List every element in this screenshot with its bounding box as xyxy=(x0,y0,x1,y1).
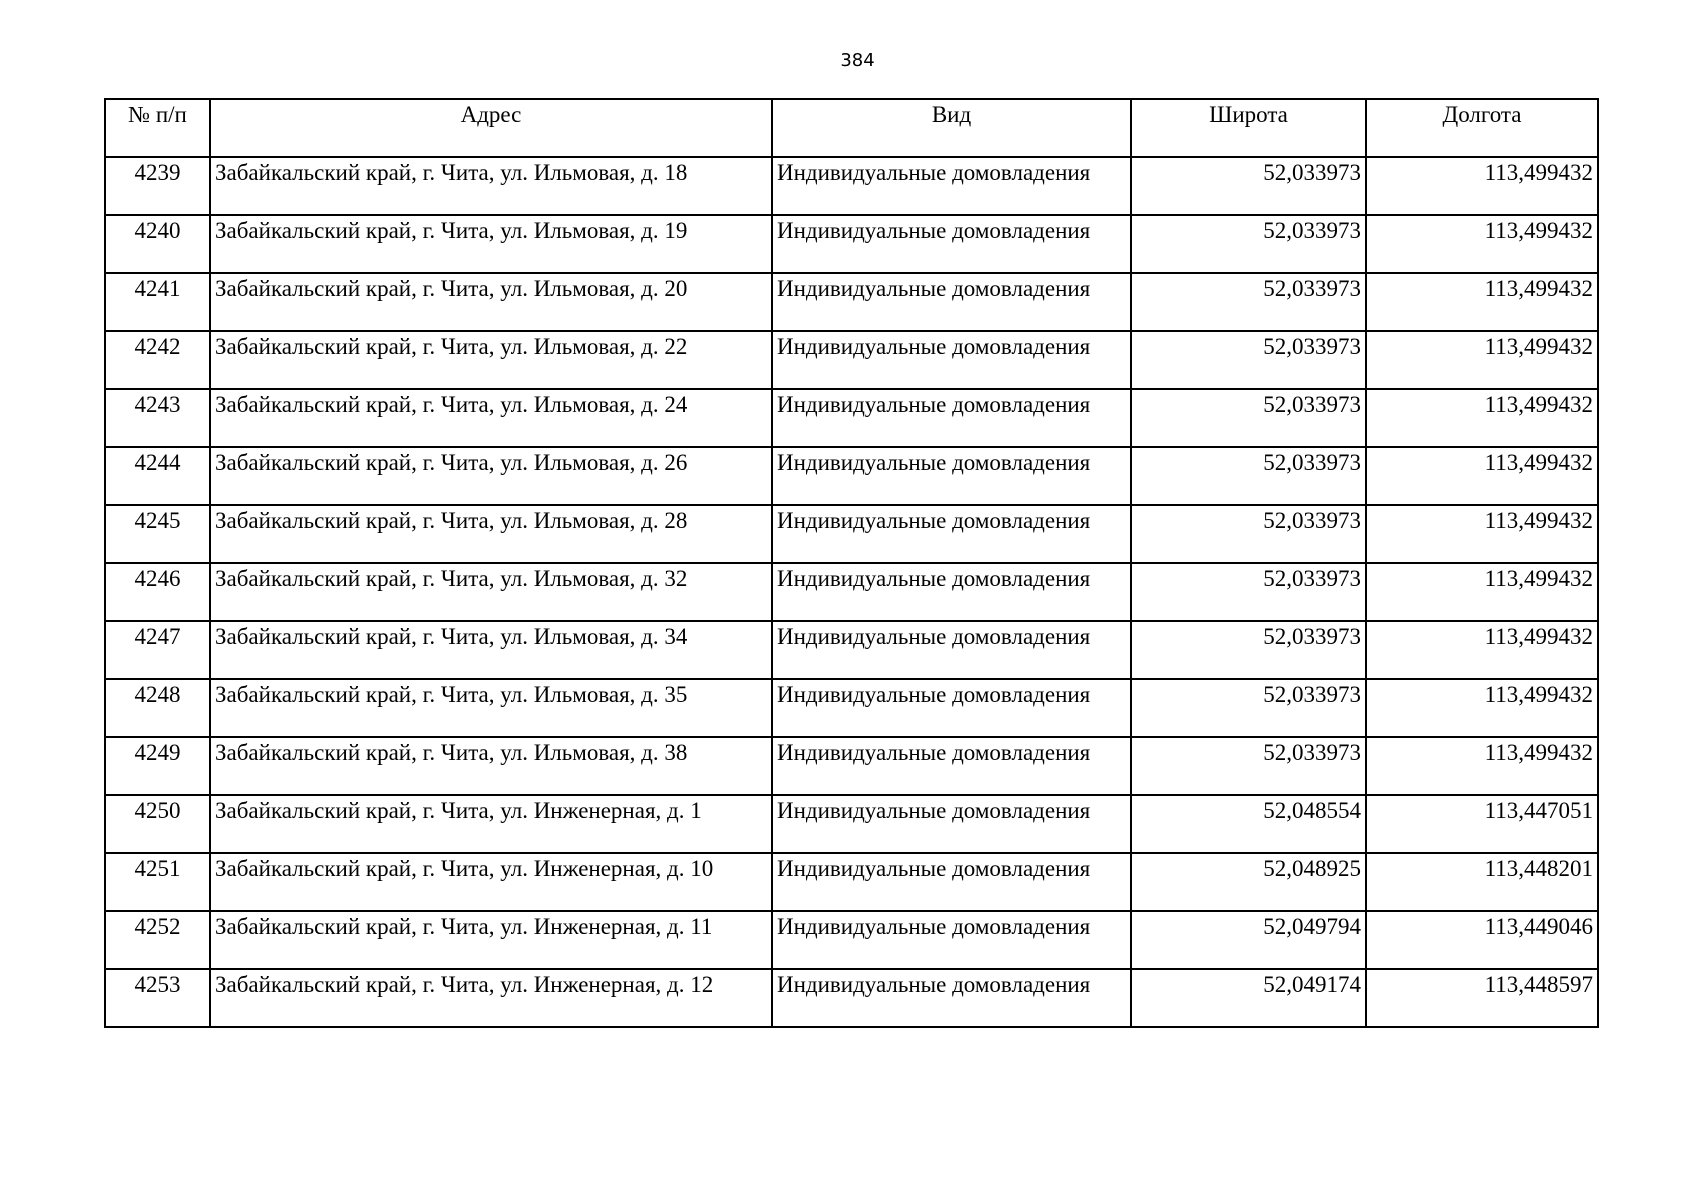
cell-latitude: 52,048925 xyxy=(1131,853,1366,911)
cell-longitude: 113,499432 xyxy=(1366,389,1598,447)
cell-longitude: 113,499432 xyxy=(1366,215,1598,273)
cell-latitude: 52,033973 xyxy=(1131,447,1366,505)
cell-longitude: 113,499432 xyxy=(1366,331,1598,389)
cell-longitude: 113,499432 xyxy=(1366,563,1598,621)
cell-longitude: 113,499432 xyxy=(1366,157,1598,215)
table-row xyxy=(105,563,1598,621)
cell-latitude: 52,048554 xyxy=(1131,795,1366,853)
cell-number: 4241 xyxy=(105,273,210,331)
cell-longitude: 113,447051 xyxy=(1366,795,1598,853)
cell-kind: Индивидуальные домовладения xyxy=(772,969,1131,1027)
cell-latitude: 52,033973 xyxy=(1131,563,1366,621)
cell-longitude: 113,499432 xyxy=(1366,505,1598,563)
cell-number: 4250 xyxy=(105,795,210,853)
cell-kind: Индивидуальные домовладения xyxy=(772,737,1131,795)
cell-address: Забайкальский край, г. Чита, ул. Ильмовая, д. 24 xyxy=(210,389,772,447)
header-address: Адрес xyxy=(210,99,772,157)
cell-number: 4245 xyxy=(105,505,210,563)
cell-kind: Индивидуальные домовладения xyxy=(772,853,1131,911)
table-row xyxy=(105,273,1598,331)
cell-longitude: 113,499432 xyxy=(1366,679,1598,737)
cell-latitude: 52,033973 xyxy=(1131,157,1366,215)
cell-address: Забайкальский край, г. Чита, ул. Инженерная, д. 1 xyxy=(210,795,772,853)
cell-latitude: 52,049794 xyxy=(1131,911,1366,969)
cell-latitude: 52,033973 xyxy=(1131,389,1366,447)
cell-kind: Индивидуальные домовладения xyxy=(772,505,1131,563)
cell-latitude: 52,033973 xyxy=(1131,505,1366,563)
cell-address: Забайкальский край, г. Чита, ул. Инженерная, д. 10 xyxy=(210,853,772,911)
table-row xyxy=(105,157,1598,215)
table-row xyxy=(105,331,1598,389)
table-row xyxy=(105,969,1598,1027)
cell-address: Забайкальский край, г. Чита, ул. Ильмовая, д. 32 xyxy=(210,563,772,621)
table-row xyxy=(105,215,1598,273)
cell-number: 4251 xyxy=(105,853,210,911)
cell-address: Забайкальский край, г. Чита, ул. Ильмовая, д. 28 xyxy=(210,505,772,563)
cell-longitude: 113,499432 xyxy=(1366,447,1598,505)
table-row xyxy=(105,795,1598,853)
cell-latitude: 52,033973 xyxy=(1131,273,1366,331)
header-latitude: Широта xyxy=(1131,99,1366,157)
cell-latitude: 52,033973 xyxy=(1131,331,1366,389)
cell-address: Забайкальский край, г. Чита, ул. Ильмовая, д. 19 xyxy=(210,215,772,273)
cell-number: 4239 xyxy=(105,157,210,215)
cell-number: 4244 xyxy=(105,447,210,505)
cell-number: 4246 xyxy=(105,563,210,621)
cell-address: Забайкальский край, г. Чита, ул. Ильмовая, д. 34 xyxy=(210,621,772,679)
cell-longitude: 113,449046 xyxy=(1366,911,1598,969)
cell-kind: Индивидуальные домовладения xyxy=(772,911,1131,969)
cell-kind: Индивидуальные домовладения xyxy=(772,621,1131,679)
cell-longitude: 113,499432 xyxy=(1366,621,1598,679)
cell-number: 4243 xyxy=(105,389,210,447)
cell-kind: Индивидуальные домовладения xyxy=(772,795,1131,853)
cell-address: Забайкальский край, г. Чита, ул. Инженерная, д. 11 xyxy=(210,911,772,969)
cell-longitude: 113,499432 xyxy=(1366,737,1598,795)
header-number: № п/п xyxy=(105,99,210,157)
cell-address: Забайкальский край, г. Чита, ул. Ильмовая, д. 35 xyxy=(210,679,772,737)
cell-longitude: 113,448201 xyxy=(1366,853,1598,911)
table-row xyxy=(105,737,1598,795)
table-row xyxy=(105,679,1598,737)
address-table xyxy=(104,98,1599,1028)
cell-kind: Индивидуальные домовладения xyxy=(772,215,1131,273)
cell-address: Забайкальский край, г. Чита, ул. Ильмовая, д. 18 xyxy=(210,157,772,215)
table-body xyxy=(105,157,1598,1027)
cell-latitude: 52,049174 xyxy=(1131,969,1366,1027)
cell-number: 4249 xyxy=(105,737,210,795)
cell-longitude: 113,499432 xyxy=(1366,273,1598,331)
table-row xyxy=(105,505,1598,563)
table-row xyxy=(105,911,1598,969)
cell-latitude: 52,033973 xyxy=(1131,737,1366,795)
table-header-row xyxy=(105,99,1598,157)
cell-address: Забайкальский край, г. Чита, ул. Ильмовая, д. 22 xyxy=(210,331,772,389)
cell-kind: Индивидуальные домовладения xyxy=(772,273,1131,331)
cell-kind: Индивидуальные домовладения xyxy=(772,679,1131,737)
table-row xyxy=(105,853,1598,911)
cell-kind: Индивидуальные домовладения xyxy=(772,389,1131,447)
cell-number: 4242 xyxy=(105,331,210,389)
cell-address: Забайкальский край, г. Чита, ул. Ильмовая, д. 26 xyxy=(210,447,772,505)
cell-number: 4248 xyxy=(105,679,210,737)
cell-address: Забайкальский край, г. Чита, ул. Ильмовая, д. 38 xyxy=(210,737,772,795)
header-longitude: Долгота xyxy=(1366,99,1598,157)
cell-address: Забайкальский край, г. Чита, ул. Инженерная, д. 12 xyxy=(210,969,772,1027)
cell-number: 4253 xyxy=(105,969,210,1027)
cell-latitude: 52,033973 xyxy=(1131,679,1366,737)
cell-number: 4240 xyxy=(105,215,210,273)
cell-longitude: 113,448597 xyxy=(1366,969,1598,1027)
cell-kind: Индивидуальные домовладения xyxy=(772,563,1131,621)
cell-kind: Индивидуальные домовладения xyxy=(772,447,1131,505)
cell-number: 4252 xyxy=(105,911,210,969)
cell-latitude: 52,033973 xyxy=(1131,215,1366,273)
cell-latitude: 52,033973 xyxy=(1131,621,1366,679)
table-row xyxy=(105,447,1598,505)
table-row xyxy=(105,389,1598,447)
header-kind: Вид xyxy=(772,99,1131,157)
page-number: 384 xyxy=(840,50,875,71)
cell-kind: Индивидуальные домовладения xyxy=(772,331,1131,389)
cell-number: 4247 xyxy=(105,621,210,679)
table-row xyxy=(105,621,1598,679)
cell-address: Забайкальский край, г. Чита, ул. Ильмовая, д. 20 xyxy=(210,273,772,331)
cell-kind: Индивидуальные домовладения xyxy=(772,157,1131,215)
